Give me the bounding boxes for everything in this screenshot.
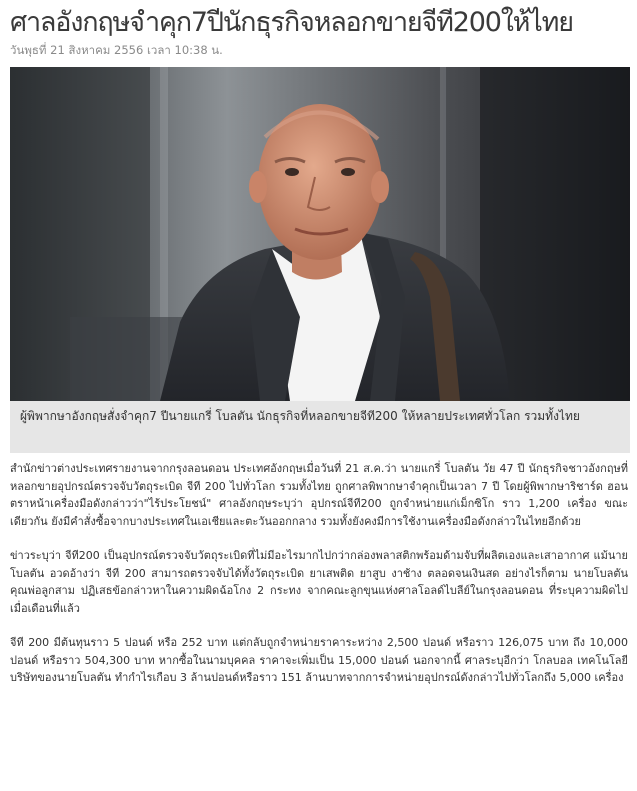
article-headline: ศาลอังกฤษจำคุก7ปีนักธุรกิจหลอกขายจีที200ให้ไทย: [10, 7, 573, 38]
article-paragraph: จีที 200 มีต้นทุนราว 5 ปอนด์ หรือ 252 บาท แต่กลับถูกจำหน่ายราคาระหว่าง 2,500 ปอนด์ หรือราว 126,075 บาท ถึง 10,000 ปอนด์ หรือราว 504,300 บาท หากซื้อในนามบุคคล ราคาจะเพิ่มเป็น 15,000 ปอนด์ นอกจากนี้ ศาลระบุอีกว่า โกลบอล เทคโนโลยี บริษัทของนายโบลตัน ทำกำไรเกือบ 3 ล้านปอนด์หรือราว 151 ล้านบาทจากการจำหน่ายอุปกรณ์ดังกล่าวไปทั่วโลกถึง 5,000 เครื่อง: [10, 636, 628, 684]
article-photo-figure: [10, 67, 630, 453]
article-body: [10, 460, 628, 687]
photo-caption: ผู้พิพากษาอังกฤษสั่งจำคุก7 ปีนายแกรี่ โบลตัน นักธุรกิจที่หลอกขายจีที200 ให้หลายประเทศทั่วโลก รวมทั้งไทย: [10, 401, 630, 453]
article-photo: [10, 67, 630, 401]
article-paragraph: ข่าวระบุว่า จีที200 เป็นอุปกรณ์ตรวจจับวัตถุระเบิดที่ไม่มีอะไรมากไปกว่ากล่องพลาสติกพร้อมด้ามจับที่ผลิตเองและเสาอากาศ แม้นายโบลตัน อวดอ้างว่า จีที 200 สามารถตรวจจับได้ทั้งวัตถุระเบิด ยาเสพติด ยาสูบ งาช้าง ตลอดจนเงินสด อย่างไรก็ตาม นายโบลตัน คุณพ่อลูกสาม ปฏิเสธข้อกล่าวหาในความผิดฉ้อโกง 2 กระทง จากคณะลูกขุนแห่งศาลโอลด์ไบลีย์ในกรุงลอนดอน ที่ระบุความผิดไปเมื่อเดือนที่แล้ว: [10, 549, 628, 615]
article-paragraph: สำนักข่าวต่างประเทศรายงานจากกรุงลอนดอน ประเทศอังกฤษเมื่อวันที่ 21 ส.ค.ว่า นายแกรี่ โบลตัน วัย 47 ปี นักธุรกิจชาวอังกฤษที่หลอกขายอุปกรณ์ตรวจจับวัตถุระเบิด จีที 200 ไปทั่วโลก รวมทั้งไทย ถูกศาลพิพากษาจำคุกเป็นเวลา 7 ปี โดยผู้พิพากษาริชาร์ด ฮอน ตราหน้าเครื่องมือดังกล่าวว่า"ไร้ประโยชน์" ศาลอังกฤษระบุว่า อุปกรณ์จีที200 ถูกจำหน่ายแก่เม็กซิโก ราว 1,200 เครื่อง ขณะเดียวกัน ยังมีคำสั่งซื้อจากบางประเทศในเอเชียและตะวันออกกลาง รวมทั้งยังคงมีการใช้งานเครื่องมือดังกล่าวในไทยอีกด้วย: [10, 462, 628, 528]
article-dateline: วันพุธที่ 21 สิงหาคม 2556 เวลา 10:38 น.: [10, 43, 223, 57]
